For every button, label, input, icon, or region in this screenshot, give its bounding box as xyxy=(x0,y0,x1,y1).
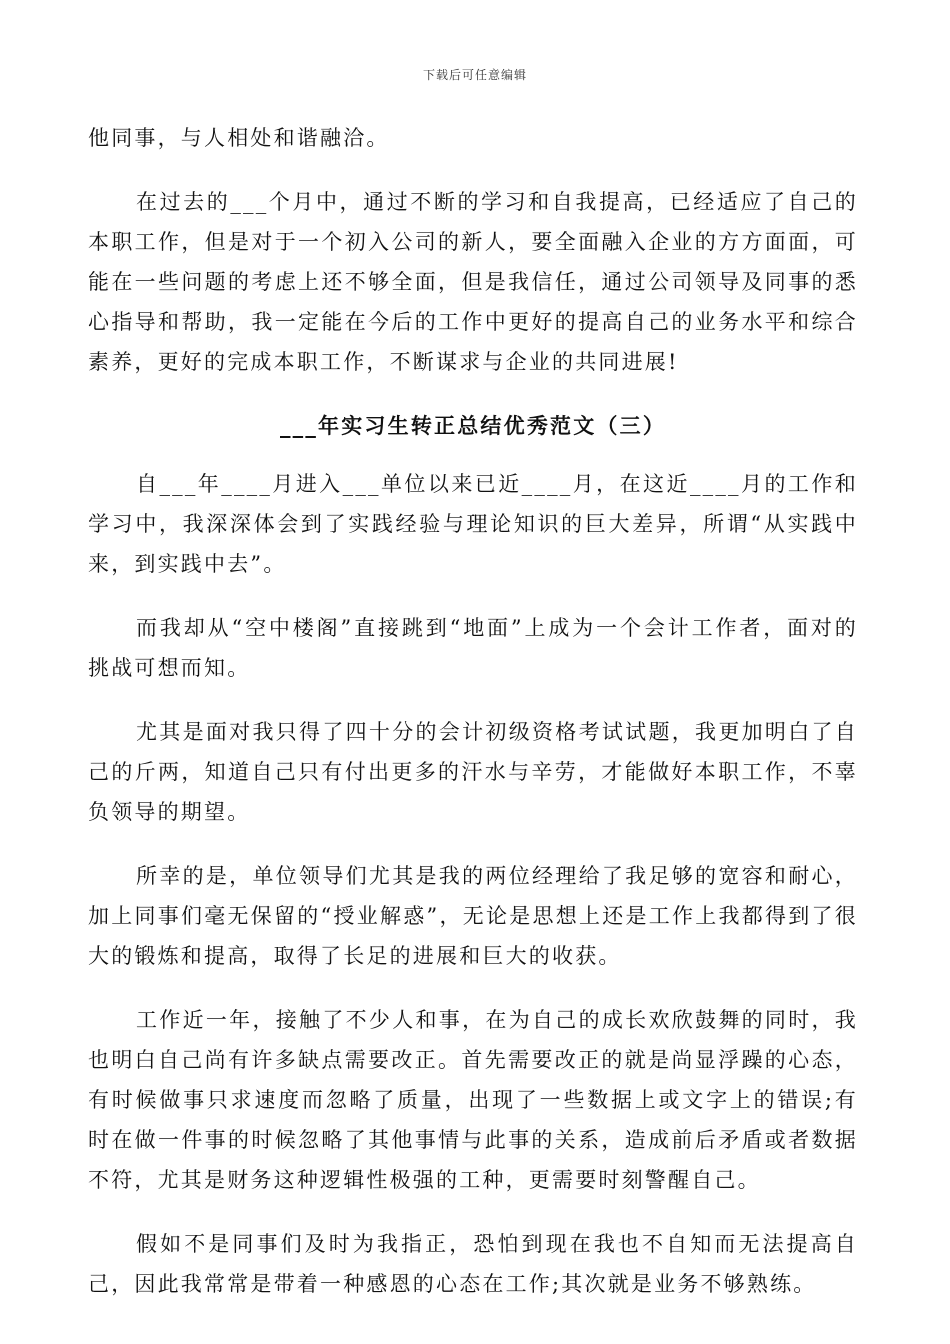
paragraph: 尤其是面对我只得了四十分的会计初级资格考试试题，我更加明白了自己的斤两，知道自己只有付出更多的汗水与辛劳，才能做好本职工作，不辜负领导的期望。 xyxy=(88,720,858,824)
section-title: ___年实习生转正总结优秀范文（三） xyxy=(279,413,667,438)
paragraph: 他同事，与人相处和谐融洽。 xyxy=(88,126,390,150)
paragraph: 工作近一年，接触了不少人和事，在为自己的成长欢欣鼓舞的同时，我也明白自己尚有许多缺点需要改正。首先需要改正的就是尚显浮躁的心态，有时候做事只求速度而忽略了质量，出现了一些数据上或文字上的错误;有时在做一件事的时候忽略了其他事情与此事的关系，造成前后矛盾或者数据不符，尤其是财务这种逻辑性极强的工种，更需要时刻警醒自己。 xyxy=(88,1008,858,1192)
paragraph: 在过去的___个月中，通过不断的学习和自我提高，已经适应了自己的本职工作，但是对于一个初入公司的新人，要全面融入企业的方方面面，可能在一些问题的考虑上还不够全面，但是我信任，通过公司领导及同事的悉心指导和帮助，我一定能在今后的工作中更好的提高自己的业务水平和综合素养，更好的完成本职工作，不断谋求与企业的共同进展! xyxy=(88,190,858,374)
page-header: 下载后可任意编辑 xyxy=(422,68,527,82)
paragraph: 自___年____月进入___单位以来已近____月，在这近____月的工作和学习中，我深深体会到了实践经验与理论知识的巨大差异，所谓“从实践中来，到实践中去”。 xyxy=(88,472,858,576)
paragraph: 所幸的是，单位领导们尤其是我的两位经理给了我足够的宽容和耐心，加上同事们毫无保留的“授业解惑”，无论是思想上还是工作上我都得到了很大的锻炼和提高，取得了长足的进展和巨大的收获。 xyxy=(88,864,858,968)
paragraph: 假如不是同事们及时为我指正，恐怕到现在我也不自知而无法提高自己，因此我常常是带着一种感恩的心态在工作;其次就是业务不够熟练。 xyxy=(88,1232,858,1296)
document-body xyxy=(88,118,858,1328)
paragraph: 而我却从“空中楼阁”直接跳到“地面”上成为一个会计工作者，面对的挑战可想而知。 xyxy=(88,616,858,680)
